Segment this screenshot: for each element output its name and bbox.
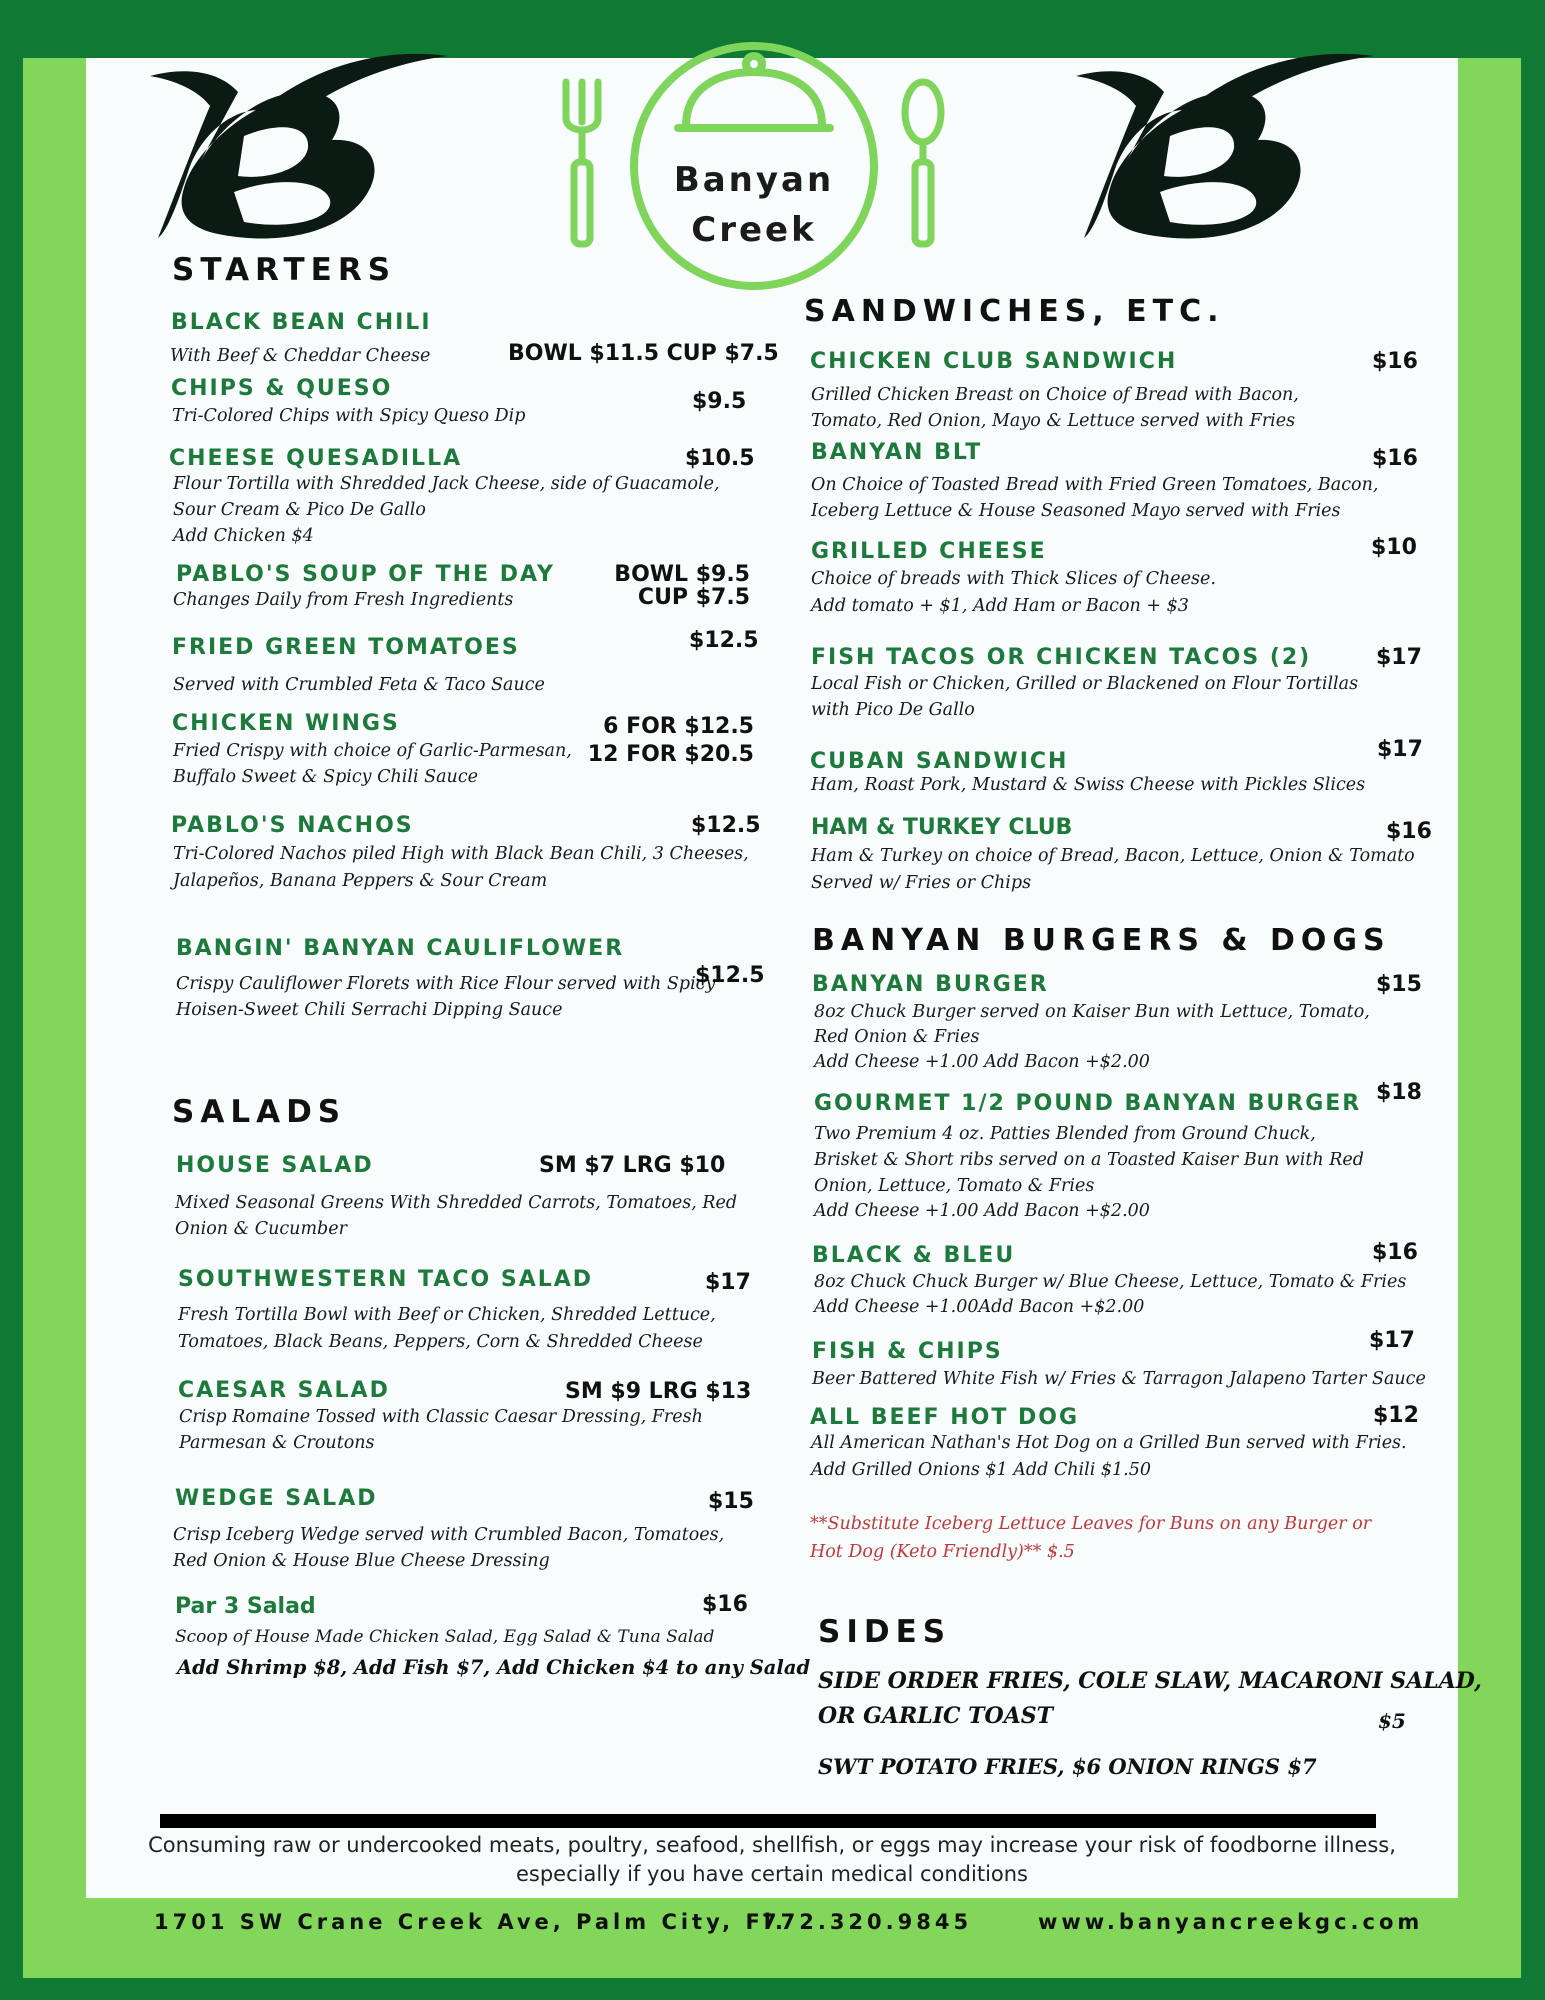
item-desc: Onion, Lettuce, Tomato & Fries [814,1176,1095,1196]
sides-price: $5 [1378,1709,1406,1733]
item-fish-chicken-tacos: FISH TACOS OR CHICKEN TACOS (2) [811,645,1312,670]
item-grilled-cheese: GRILLED CHEESE [811,539,1047,564]
item-desc: Served with Crumbled Feta & Taco Sauce [173,675,545,695]
item-desc: 8oz Chuck Chuck Burger w/ Blue Cheese, Lettuce, Tomato & Fries [814,1272,1407,1292]
item-desc: Hoisen-Sweet Chili Serrachi Dipping Sauce [176,1000,563,1020]
sides-line: SIDE ORDER FRIES, COLE SLAW, MACARONI SALAD, [818,1668,1482,1694]
item-price: $12.5 [691,813,761,838]
item-desc: Brisket & Short ribs served on a Toasted Kaiser Bun with Red [814,1150,1364,1170]
item-price: 6 FOR $12.5 [603,714,754,739]
item-cuban-sandwich: CUBAN SANDWICH [810,749,1069,774]
item-chips-queso: CHIPS & QUESO [171,376,393,401]
footer-website: www.banyancreekgc.com [1038,1910,1424,1934]
item-price: $17 [1377,737,1423,762]
salads-heading: SALADS [172,1094,347,1130]
item-price: $17 [1376,645,1422,670]
item-price: BOWL $9.5 [614,562,750,587]
item-price: $16 [702,1592,748,1617]
item-desc: Parmesan & Croutons [179,1433,375,1453]
logo-left [148,52,468,242]
item-desc: Jalapeños, Banana Peppers & Sour Cream [173,871,548,891]
item-price: $18 [1376,1080,1422,1105]
item-desc: with Pico De Gallo [811,700,975,720]
item-price: $15 [708,1489,754,1514]
item-desc: Local Fish or Chicken, Grilled or Blackened on Flour Tortillas [811,674,1359,694]
item-price: $12.5 [689,628,759,653]
brand-name [648,155,860,255]
item-desc: Tri-Colored Nachos piled High with Black Bean Chili, 3 Cheeses, [173,844,749,864]
item-desc: Sour Cream & Pico De Gallo [173,500,426,520]
item-cheese-quesadilla: CHEESE QUESADILLA [169,446,463,471]
starters-heading: STARTERS [172,252,397,288]
item-bangin-cauliflower: BANGIN' BANYAN CAULIFLOWER [176,936,625,961]
item-price: $16 [1386,819,1432,844]
item-desc: 8oz Chuck Burger served on Kaiser Bun with Lettuce, Tomato, [814,1002,1370,1022]
item-desc: Add Chicken $4 [173,526,314,546]
sides-line: SWT POTATO FRIES, $6 ONION RINGS $7 [818,1754,1317,1779]
item-desc: Choice of breads with Thick Slices of Cheese. [811,569,1216,589]
item-desc: Iceberg Lettuce & House Seasoned Mayo served with Fries [811,501,1341,521]
brand-name-line1: Banyan [673,160,835,200]
item-desc: Flour Tortilla with Shredded Jack Cheese, side of Guacamole, [173,474,720,494]
item-desc: Red Onion & Fries [814,1027,980,1047]
burgers-heading: BANYAN BURGERS & DOGS [812,923,1391,958]
item-desc: Mixed Seasonal Greens With Shredded Carrots, Tomatoes, Red [175,1193,738,1213]
salad-addons: Add Shrimp $8, Add Fish $7, Add Chicken $4 to any Salad [177,1656,811,1679]
keto-note: **Substitute Iceberg Lettuce Leaves for Buns on any Burger or [810,1514,1372,1534]
item-price: $15 [1376,972,1422,997]
item-banyan-blt: BANYAN BLT [811,440,983,465]
fork-icon [560,78,604,250]
item-desc: Grilled Chicken Breast on Choice of Bread with Bacon, [811,385,1299,405]
item-desc: Two Premium 4 oz. Patties Blended from Ground Chuck, [814,1124,1316,1144]
item-desc: Crisp Romaine Tossed with Classic Caesar Dressing, Fresh [179,1407,703,1427]
item-wedge-salad: WEDGE SALAD [175,1486,378,1511]
item-banyan-burger: BANYAN BURGER [812,972,1049,997]
item-desc: Add tomato + $1, Add Ham or Bacon + $3 [811,596,1189,616]
item-southwestern-taco-salad: SOUTHWESTERN TACO SALAD [178,1267,594,1292]
item-desc: Fried Crispy with choice of Garlic-Parmesan, [173,741,572,761]
item-price: $16 [1372,446,1418,471]
item-desc: Tomatoes, Black Beans, Peppers, Corn & Shredded Cheese [178,1332,703,1352]
item-desc: Add Cheese +1.00 Add Bacon +$2.00 [814,1052,1150,1072]
item-price: CUP $7.5 [637,585,750,610]
item-price: $10.5 [685,446,755,471]
item-pablos-nachos: PABLO'S NACHOS [171,813,414,838]
keto-note: Hot Dog (Keto Friendly)** $.5 [810,1542,1075,1562]
item-fish-and-chips: FISH & CHIPS [812,1339,1003,1364]
item-desc: Changes Daily from Fresh Ingredients [173,590,514,610]
sides-heading: SIDES [818,1614,952,1650]
item-fried-green-tomatoes: FRIED GREEN TOMATOES [172,635,520,660]
item-desc: Onion & Cucumber [175,1219,347,1239]
item-desc: Red Onion & House Blue Cheese Dressing [173,1551,550,1571]
item-desc: Crisp Iceberg Wedge served with Crumbled Bacon, Tomatoes, [173,1525,725,1545]
item-desc: Ham & Turkey on choice of Bread, Bacon, Lettuce, Onion & Tomato [811,846,1415,866]
item-price: SM $7 LRG $10 [539,1153,726,1178]
item-price: $17 [705,1270,751,1295]
item-desc: Beer Battered White Fish w/ Fries & Tarragon Jalapeno Tarter Sauce [812,1369,1426,1389]
item-desc: Add Grilled Onions $1 Add Chili $1.50 [811,1460,1151,1480]
item-price: $12 [1373,1403,1419,1428]
item-price: $9.5 [692,389,747,414]
item-price: $16 [1372,349,1418,374]
divider-rule [160,1814,1376,1828]
item-chicken-club-sandwich: CHICKEN CLUB SANDWICH [810,349,1178,374]
item-price: $17 [1369,1328,1415,1353]
item-desc: Fresh Tortilla Bowl with Beef or Chicken, Shredded Lettuce, [178,1305,716,1325]
logo-right [1074,52,1394,242]
item-price: $16 [1372,1240,1418,1265]
item-desc: Add Cheese +1.00 Add Bacon +$2.00 [814,1201,1150,1221]
item-desc: Buffalo Sweet & Spicy Chili Sauce [173,767,478,787]
item-price: 12 FOR $20.5 [587,742,754,767]
item-desc: Tri-Colored Chips with Spicy Queso Dip [172,406,526,426]
item-par-3-salad: Par 3 Salad [175,1594,316,1619]
sandwiches-heading: SANDWICHES, ETC. [804,294,1225,329]
footer-address: 1701 SW Crane Creek Ave, Palm City, Fl. [154,1910,787,1934]
item-desc: Tomato, Red Onion, Mayo & Lettuce served with Fries [811,411,1296,431]
sides-line: OR GARLIC TOAST [818,1703,1054,1729]
spoon-icon [898,78,948,250]
item-house-salad: HOUSE SALAD [176,1153,374,1178]
item-desc: Crispy Cauliflower Florets with Rice Flour served with Spicy [176,974,716,994]
item-desc: Scoop of House Made Chicken Salad, Egg Salad & Tuna Salad [175,1627,715,1647]
footer-phone: 772.320.9845 [762,1910,973,1934]
item-black-and-bleu: BLACK & BLEU [812,1243,1016,1268]
item-desc: On Choice of Toasted Bread with Fried Green Tomatoes, Bacon, [811,475,1379,495]
item-price: $10 [1371,535,1417,560]
item-desc: Ham, Roast Pork, Mustard & Swiss Cheese with Pickles Slices [811,775,1366,795]
item-all-beef-hot-dog: ALL BEEF HOT DOG [810,1405,1080,1430]
item-caesar-salad: CAESAR SALAD [178,1378,390,1403]
item-gourmet-half-pound-burger: GOURMET 1/2 POUND BANYAN BURGER [814,1091,1362,1116]
item-ham-turkey-club: HAM & TURKEY CLUB [811,815,1073,840]
brand-name-line2: Creek [691,210,817,250]
item-chicken-wings: CHICKEN WINGS [172,711,400,736]
health-disclaimer [86,1831,1458,1889]
item-desc: Add Cheese +1.00Add Bacon +$2.00 [814,1297,1145,1317]
item-pablos-soup: PABLO'S SOUP OF THE DAY [176,562,555,587]
disclaimer-line: Consuming raw or undercooked meats, poultry, seafood, shellfish, or eggs may increase your risk of foodborne illness, [148,1833,1396,1857]
item-price: SM $9 LRG $13 [565,1379,752,1404]
disclaimer-line: especially if you have certain medical conditions [515,1862,1029,1886]
item-desc: With Beef & Cheddar Cheese [170,346,431,366]
item-desc: Served w/ Fries or Chips [811,873,1032,893]
item-price: BOWL $11.5 CUP $7.5 [508,341,779,366]
item-price: $12.5 [695,963,765,988]
item-black-bean-chili: BLACK BEAN CHILI [171,310,432,335]
item-desc: All American Nathan's Hot Dog on a Grilled Bun served with Fries. [811,1433,1407,1453]
